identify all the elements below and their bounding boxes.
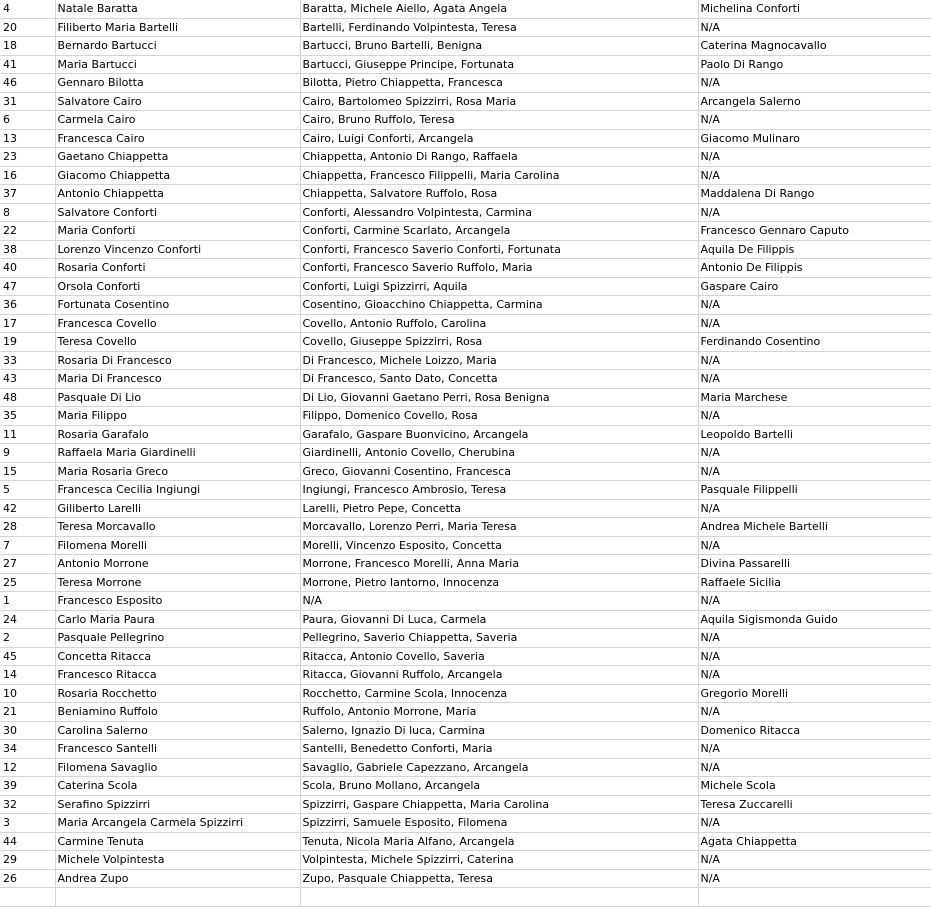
table-row[interactable] [0,518,931,537]
id-cell[interactable]: 48 [0,388,55,407]
spouse-cell[interactable]: Michelina Conforti [698,0,931,18]
parents-cell[interactable]: Morrone, Pietro Iantorno, Innocenza [300,573,698,592]
parents-cell[interactable]: Conforti, Carmine Scarlato, Arcangela [300,222,698,241]
id-cell[interactable]: 1 [0,592,55,611]
name-cell[interactable]: Carlo Maria Paura [55,610,300,629]
spouse-cell[interactable]: N/A [698,814,931,833]
name-cell[interactable]: Filomena Savaglio [55,758,300,777]
id-cell[interactable]: 24 [0,610,55,629]
spouse-cell[interactable]: Francesco Gennaro Caputo [698,222,931,241]
spouse-cell[interactable]: Maria Marchese [698,388,931,407]
id-cell[interactable]: 4 [0,0,55,18]
id-cell[interactable]: 19 [0,333,55,352]
table-row[interactable] [0,721,931,740]
id-cell[interactable]: 31 [0,92,55,111]
table-row[interactable] [0,425,931,444]
id-cell[interactable]: 13 [0,129,55,148]
table-row[interactable] [0,629,931,648]
id-cell[interactable]: 21 [0,703,55,722]
parents-cell[interactable]: Paura, Giovanni Di Luca, Carmela [300,610,698,629]
parents-cell[interactable]: Pellegrino, Saverio Chiappetta, Saveria [300,629,698,648]
table-row[interactable] [0,851,931,870]
table-row[interactable] [0,314,931,333]
id-cell[interactable] [0,888,55,907]
id-cell[interactable]: 14 [0,666,55,685]
id-cell[interactable]: 47 [0,277,55,296]
name-cell[interactable]: Filiberto Maria Bartelli [55,18,300,37]
spouse-cell[interactable]: N/A [698,444,931,463]
spouse-cell[interactable]: N/A [698,536,931,555]
table-row[interactable] [0,536,931,555]
name-cell[interactable]: Concetta Ritacca [55,647,300,666]
id-cell[interactable]: 2 [0,629,55,648]
parents-cell[interactable]: Chiappetta, Salvatore Ruffolo, Rosa [300,185,698,204]
id-cell[interactable]: 8 [0,203,55,222]
name-cell[interactable]: Raffaela Maria Giardinelli [55,444,300,463]
id-cell[interactable]: 10 [0,684,55,703]
id-cell[interactable]: 30 [0,721,55,740]
spouse-cell[interactable]: N/A [698,869,931,888]
name-cell[interactable]: Maria Filippo [55,407,300,426]
spouse-cell[interactable]: N/A [698,18,931,37]
name-cell[interactable]: Fortunata Cosentino [55,296,300,315]
parents-cell[interactable]: Spizzirri, Gaspare Chiappetta, Maria Carolina [300,795,698,814]
spouse-cell[interactable]: N/A [698,370,931,389]
name-cell[interactable]: Maria Conforti [55,222,300,241]
id-cell[interactable]: 11 [0,425,55,444]
parents-cell[interactable]: Ritacca, Giovanni Ruffolo, Arcangela [300,666,698,685]
name-cell[interactable]: Teresa Morcavallo [55,518,300,537]
table-row[interactable] [0,203,931,222]
spouse-cell[interactable]: N/A [698,499,931,518]
spouse-cell[interactable]: Aquila Sigismonda Guido [698,610,931,629]
parents-cell[interactable]: Garafalo, Gaspare Buonvicino, Arcangela [300,425,698,444]
spouse-cell[interactable]: N/A [698,703,931,722]
parents-cell[interactable]: Conforti, Francesco Saverio Conforti, Fortunata [300,240,698,259]
table-row[interactable] [0,129,931,148]
name-cell[interactable]: Antonio Morrone [55,555,300,574]
table-row[interactable] [0,462,931,481]
spouse-cell[interactable]: N/A [698,314,931,333]
table-row[interactable] [0,740,931,759]
parents-cell[interactable]: Bartucci, Bruno Bartelli, Benigna [300,37,698,56]
parents-cell[interactable]: Larelli, Pietro Pepe, Concetta [300,499,698,518]
table-row[interactable] [0,259,931,278]
table-row[interactable] [0,832,931,851]
id-cell[interactable]: 5 [0,481,55,500]
parents-cell[interactable] [300,888,698,907]
spouse-cell[interactable]: N/A [698,647,931,666]
name-cell[interactable]: Maria Arcangela Carmela Spizzirri [55,814,300,833]
spouse-cell[interactable]: Raffaele Sicilia [698,573,931,592]
table-row[interactable] [0,37,931,56]
parents-cell[interactable]: Salerno, Ignazio Di luca, Carmina [300,721,698,740]
spouse-cell[interactable]: Michele Scola [698,777,931,796]
table-row[interactable] [0,758,931,777]
parents-cell[interactable]: Conforti, Luigi Spizzirri, Aquila [300,277,698,296]
name-cell[interactable]: Salvatore Conforti [55,203,300,222]
id-cell[interactable]: 39 [0,777,55,796]
table-row[interactable] [0,573,931,592]
id-cell[interactable]: 22 [0,222,55,241]
id-cell[interactable]: 34 [0,740,55,759]
spouse-cell[interactable]: N/A [698,851,931,870]
parents-cell[interactable]: Di Lio, Giovanni Gaetano Perri, Rosa Benigna [300,388,698,407]
parents-cell[interactable]: Ingiungi, Francesco Ambrosio, Teresa [300,481,698,500]
id-cell[interactable]: 9 [0,444,55,463]
table-row[interactable] [0,592,931,611]
parents-cell[interactable]: Volpintesta, Michele Spizzirri, Caterina [300,851,698,870]
spouse-cell[interactable]: Antonio De Filippis [698,259,931,278]
table-row[interactable] [0,814,931,833]
name-cell[interactable]: Giliberto Larelli [55,499,300,518]
parents-cell[interactable]: Morrone, Francesco Morelli, Anna Maria [300,555,698,574]
name-cell[interactable]: Francesca Cecilia Ingiungi [55,481,300,500]
name-cell[interactable]: Andrea Zupo [55,869,300,888]
table-row[interactable] [0,92,931,111]
table-row[interactable] [0,499,931,518]
spouse-cell[interactable]: Giacomo Mulinaro [698,129,931,148]
id-cell[interactable]: 43 [0,370,55,389]
parents-cell[interactable]: N/A [300,592,698,611]
table-row[interactable] [0,55,931,74]
spouse-cell[interactable]: Divina Passarelli [698,555,931,574]
id-cell[interactable]: 38 [0,240,55,259]
name-cell[interactable]: Maria Rosaria Greco [55,462,300,481]
name-cell[interactable]: Francesco Ritacca [55,666,300,685]
spouse-cell[interactable]: N/A [698,740,931,759]
id-cell[interactable]: 27 [0,555,55,574]
table-row[interactable] [0,647,931,666]
parents-cell[interactable]: Greco, Giovanni Cosentino, Francesca [300,462,698,481]
name-cell[interactable]: Maria Bartucci [55,55,300,74]
table-row[interactable] [0,666,931,685]
table-row[interactable] [0,351,931,370]
table-row[interactable] [0,166,931,185]
spouse-cell[interactable]: Caterina Magnocavallo [698,37,931,56]
parents-cell[interactable]: Cairo, Bartolomeo Spizzirri, Rosa Maria [300,92,698,111]
id-cell[interactable]: 46 [0,74,55,93]
name-cell[interactable]: Francesco Esposito [55,592,300,611]
name-cell[interactable]: Teresa Covello [55,333,300,352]
id-cell[interactable]: 29 [0,851,55,870]
table-row[interactable] [0,240,931,259]
id-cell[interactable]: 25 [0,573,55,592]
spouse-cell[interactable]: N/A [698,296,931,315]
parents-cell[interactable]: Di Francesco, Santo Dato, Concetta [300,370,698,389]
table-row[interactable] [0,74,931,93]
id-cell[interactable]: 36 [0,296,55,315]
table-row[interactable] [0,388,931,407]
name-cell[interactable]: Antonio Chiappetta [55,185,300,204]
table-row[interactable] [0,111,931,130]
spouse-cell[interactable]: N/A [698,74,931,93]
parents-cell[interactable]: Ruffolo, Antonio Morrone, Maria [300,703,698,722]
name-cell[interactable]: Rosaria Conforti [55,259,300,278]
spouse-cell[interactable]: Andrea Michele Bartelli [698,518,931,537]
parents-cell[interactable]: Di Francesco, Michele Loizzo, Maria [300,351,698,370]
name-cell[interactable]: Gaetano Chiappetta [55,148,300,167]
name-cell[interactable] [55,888,300,907]
spouse-cell[interactable]: N/A [698,629,931,648]
table-row[interactable] [0,777,931,796]
table-row[interactable] [0,684,931,703]
name-cell[interactable]: Carmine Tenuta [55,832,300,851]
name-cell[interactable]: Gennaro Bilotta [55,74,300,93]
table-row[interactable] [0,888,931,907]
id-cell[interactable]: 45 [0,647,55,666]
table-row[interactable] [0,795,931,814]
spouse-cell[interactable]: Domenico Ritacca [698,721,931,740]
id-cell[interactable]: 20 [0,18,55,37]
spouse-cell[interactable]: N/A [698,148,931,167]
name-cell[interactable]: Pasquale Di Lio [55,388,300,407]
name-cell[interactable]: Teresa Morrone [55,573,300,592]
parents-cell[interactable]: Ritacca, Antonio Covello, Saveria [300,647,698,666]
table-row[interactable] [0,18,931,37]
spouse-cell[interactable]: Paolo Di Rango [698,55,931,74]
parents-cell[interactable]: Conforti, Francesco Saverio Ruffolo, Maria [300,259,698,278]
id-cell[interactable]: 44 [0,832,55,851]
spouse-cell[interactable]: N/A [698,666,931,685]
parents-cell[interactable]: Giardinelli, Antonio Covello, Cherubina [300,444,698,463]
spouse-cell[interactable]: Teresa Zuccarelli [698,795,931,814]
spouse-cell[interactable]: Ferdinando Cosentino [698,333,931,352]
spouse-cell[interactable]: N/A [698,203,931,222]
parents-cell[interactable]: Bartelli, Ferdinando Volpintesta, Teresa [300,18,698,37]
parents-cell[interactable]: Covello, Antonio Ruffolo, Carolina [300,314,698,333]
parents-cell[interactable]: Conforti, Alessandro Volpintesta, Carmina [300,203,698,222]
id-cell[interactable]: 17 [0,314,55,333]
table-row[interactable] [0,277,931,296]
name-cell[interactable]: Rosaria Rocchetto [55,684,300,703]
name-cell[interactable]: Giacomo Chiappetta [55,166,300,185]
table-row[interactable] [0,869,931,888]
name-cell[interactable]: Natale Baratta [55,0,300,18]
parents-cell[interactable]: Chiappetta, Antonio Di Rango, Raffaela [300,148,698,167]
spouse-cell[interactable]: N/A [698,462,931,481]
parents-cell[interactable]: Santelli, Benedetto Conforti, Maria [300,740,698,759]
id-cell[interactable]: 3 [0,814,55,833]
name-cell[interactable]: Maria Di Francesco [55,370,300,389]
parents-cell[interactable]: Cairo, Bruno Ruffolo, Teresa [300,111,698,130]
id-cell[interactable]: 37 [0,185,55,204]
name-cell[interactable]: Pasquale Pellegrino [55,629,300,648]
spouse-cell[interactable]: Maddalena Di Rango [698,185,931,204]
parents-cell[interactable]: Morcavallo, Lorenzo Perri, Maria Teresa [300,518,698,537]
parents-cell[interactable]: Cairo, Luigi Conforti, Arcangela [300,129,698,148]
spouse-cell[interactable]: Gaspare Cairo [698,277,931,296]
id-cell[interactable]: 28 [0,518,55,537]
table-row[interactable] [0,148,931,167]
id-cell[interactable]: 42 [0,499,55,518]
id-cell[interactable]: 23 [0,148,55,167]
id-cell[interactable]: 32 [0,795,55,814]
name-cell[interactable]: Francesco Santelli [55,740,300,759]
name-cell[interactable]: Beniamino Ruffolo [55,703,300,722]
id-cell[interactable]: 41 [0,55,55,74]
table-row[interactable] [0,610,931,629]
parents-cell[interactable]: Cosentino, Gioacchino Chiappetta, Carmina [300,296,698,315]
spouse-cell[interactable]: Aquila De Filippis [698,240,931,259]
name-cell[interactable]: Carmela Cairo [55,111,300,130]
spouse-cell[interactable]: N/A [698,111,931,130]
name-cell[interactable]: Rosaria Di Francesco [55,351,300,370]
table-row[interactable] [0,555,931,574]
parents-cell[interactable]: Chiappetta, Francesco Filippelli, Maria Carolina [300,166,698,185]
id-cell[interactable]: 16 [0,166,55,185]
table-row[interactable] [0,185,931,204]
name-cell[interactable]: Lorenzo Vincenzo Conforti [55,240,300,259]
id-cell[interactable]: 7 [0,536,55,555]
table-row[interactable] [0,333,931,352]
name-cell[interactable]: Filomena Morelli [55,536,300,555]
name-cell[interactable]: Salvatore Cairo [55,92,300,111]
spouse-cell[interactable] [698,888,931,907]
spouse-cell[interactable]: Arcangela Salerno [698,92,931,111]
table-row[interactable] [0,370,931,389]
name-cell[interactable]: Bernardo Bartucci [55,37,300,56]
id-cell[interactable]: 12 [0,758,55,777]
parents-cell[interactable]: Savaglio, Gabriele Capezzano, Arcangela [300,758,698,777]
parents-cell[interactable]: Bartucci, Giuseppe Principe, Fortunata [300,55,698,74]
name-cell[interactable]: Rosaria Garafalo [55,425,300,444]
id-cell[interactable]: 40 [0,259,55,278]
table-row[interactable] [0,481,931,500]
parents-cell[interactable]: Tenuta, Nicola Maria Alfano, Arcangela [300,832,698,851]
parents-cell[interactable]: Baratta, Michele Aiello, Agata Angela [300,0,698,18]
name-cell[interactable]: Francesca Cairo [55,129,300,148]
spouse-cell[interactable]: Pasquale Filippelli [698,481,931,500]
table-row[interactable] [0,703,931,722]
spouse-cell[interactable]: N/A [698,351,931,370]
parents-cell[interactable]: Morelli, Vincenzo Esposito, Concetta [300,536,698,555]
name-cell[interactable]: Serafino Spizzirri [55,795,300,814]
spouse-cell[interactable]: N/A [698,758,931,777]
parents-cell[interactable]: Bilotta, Pietro Chiappetta, Francesca [300,74,698,93]
spouse-cell[interactable]: Gregorio Morelli [698,684,931,703]
id-cell[interactable]: 18 [0,37,55,56]
id-cell[interactable]: 33 [0,351,55,370]
id-cell[interactable]: 26 [0,869,55,888]
name-cell[interactable]: Orsola Conforti [55,277,300,296]
spouse-cell[interactable]: N/A [698,166,931,185]
name-cell[interactable]: Francesca Covello [55,314,300,333]
table-row[interactable] [0,407,931,426]
table-row[interactable] [0,222,931,241]
parents-cell[interactable]: Scola, Bruno Mollano, Arcangela [300,777,698,796]
name-cell[interactable]: Michele Volpintesta [55,851,300,870]
table-row[interactable] [0,296,931,315]
spouse-cell[interactable]: N/A [698,592,931,611]
id-cell[interactable]: 15 [0,462,55,481]
parents-cell[interactable]: Rocchetto, Carmine Scola, Innocenza [300,684,698,703]
spouse-cell[interactable]: N/A [698,407,931,426]
parents-cell[interactable]: Spizzirri, Samuele Esposito, Filomena [300,814,698,833]
id-cell[interactable]: 35 [0,407,55,426]
table-row[interactable] [0,0,931,18]
id-cell[interactable]: 6 [0,111,55,130]
parents-cell[interactable]: Zupo, Pasquale Chiappetta, Teresa [300,869,698,888]
spouse-cell[interactable]: Agata Chiappetta [698,832,931,851]
table-row[interactable] [0,444,931,463]
parents-cell[interactable]: Covello, Giuseppe Spizzirri, Rosa [300,333,698,352]
name-cell[interactable]: Caterina Scola [55,777,300,796]
name-cell[interactable]: Carolina Salerno [55,721,300,740]
spouse-cell[interactable]: Leopoldo Bartelli [698,425,931,444]
parents-cell[interactable]: Filippo, Domenico Covello, Rosa [300,407,698,426]
